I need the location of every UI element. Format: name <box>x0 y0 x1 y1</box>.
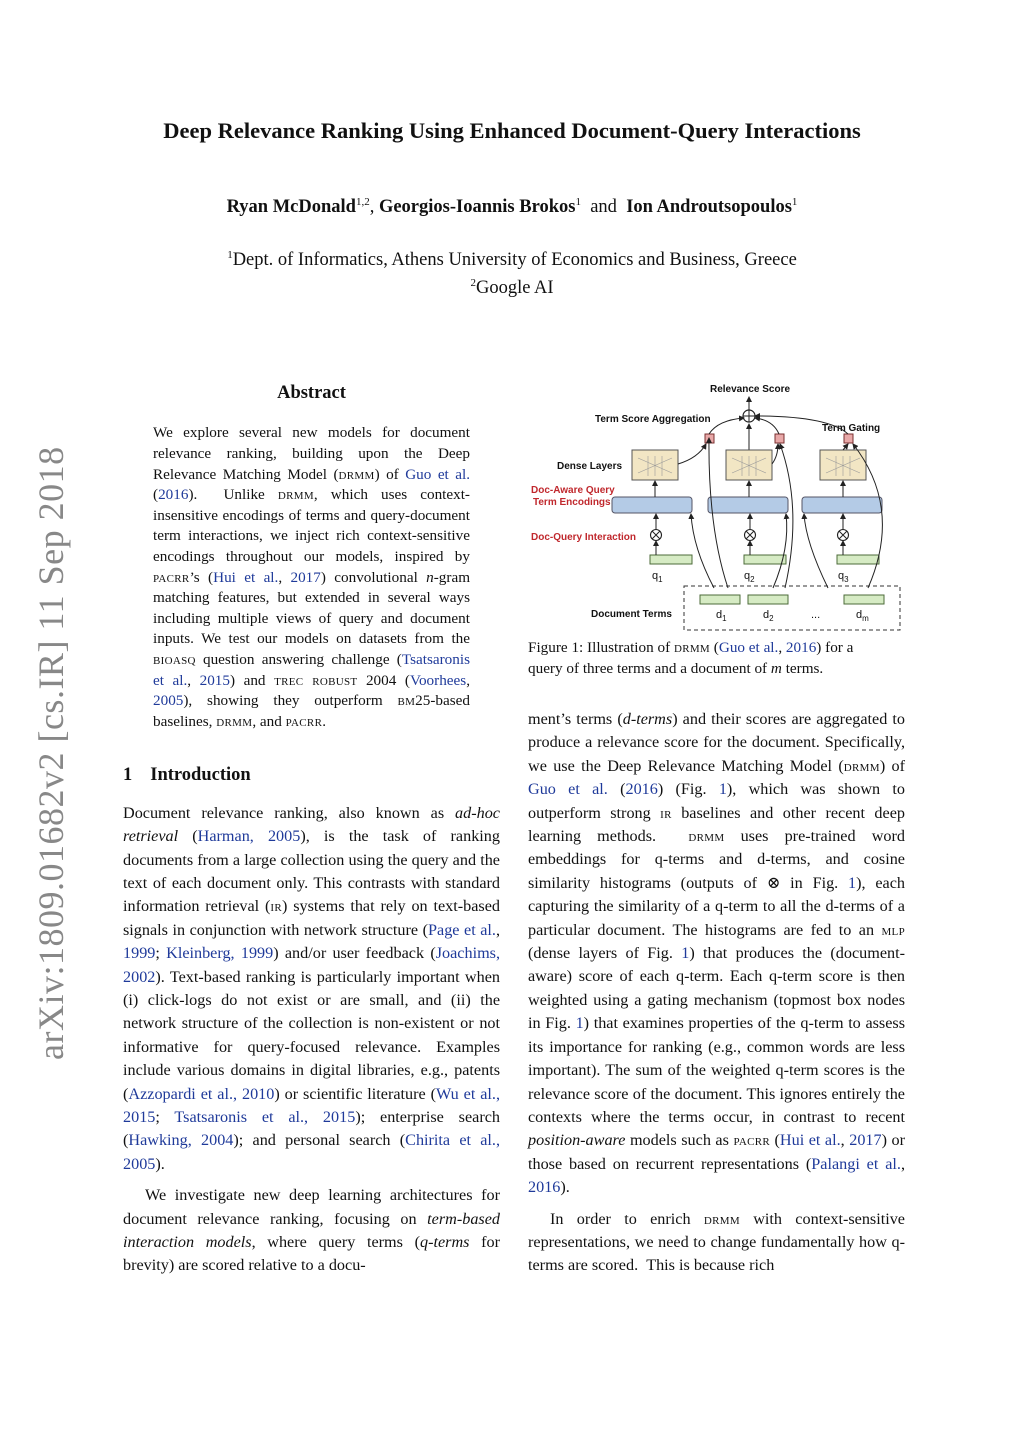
fig-label-term-score-aggregation: Term Score Aggregation <box>595 414 711 425</box>
affiliations <box>0 244 1024 300</box>
fig-d-term-m <box>844 595 884 604</box>
fig-d-term-1 <box>700 595 740 604</box>
author-list: Ryan McDonald$^{1,2}$, Georgios-Ioannis Brokos$^1$ and Ion Androutsopoulos$^1$ <box>226 196 798 218</box>
fig-label-d2: $d_2$ <box>763 609 774 623</box>
author-3: Ion Androutsopoulos <box>626 197 792 218</box>
fig-label-q2: $q_2$ <box>744 570 755 584</box>
intro-paragraph-3: ment’s terms (d-terms) and their scores are aggregated to produce a relevance score for the document. Specifically, we use the Deep Relevance Matching Model (drmm) of Guo et al. (2016) (Fig. 1), which was shown to outperform strong ir baselines and other recent deep learning methods. drmm uses pre-trained word embeddings for q-terms and d-terms, and cosine similarity histograms (outputs of ⊗ in Fig. 1), each capturing the similarity of a q-term to all the d-terms of a particular document. The histograms are fed to an mlp (dense layers of Fig. 1) that produces the (document-aware) score of each q-term. Each q-term score is then weighted using a gating mechanism (topmost box nodes in Fig. 1) that examines properties of the q-term to assess its importance for ranking (e.g., common words are less important). The sum of the weighted q-term scores is the relevance score of the document. This ignores entirely the contexts where the terms occur, in contrast to recent position-aware models such as pacrr (Hui et al., 2017) or those based on recurrent representations (Palangi et al., 2016). <box>528 710 906 1197</box>
affiliation-2: $^2$Google AI <box>470 277 554 299</box>
fig-gate-3 <box>844 434 853 443</box>
right-column <box>528 708 905 1278</box>
authors-and: and <box>590 197 617 218</box>
fig-label-term-gating: Term Gating <box>822 423 881 434</box>
fig-gate-2 <box>775 434 784 443</box>
abstract-heading: Abstract <box>277 383 346 403</box>
fig-label-doc-aware-query: Doc-Aware Query <box>531 485 615 496</box>
fig-q-term-2 <box>744 555 786 564</box>
fig-q-term-3 <box>837 555 879 564</box>
fig-encoding-3 <box>802 497 882 513</box>
fig-gate-1 <box>705 434 714 443</box>
fig-encoding-1 <box>612 497 692 513</box>
figure-1-diagram <box>528 378 908 632</box>
intro-paragraph-1: Document relevance ranking, also known as ad-hoc retrieval (Harman, 2005), is the task of ranking documents from a large collection using the query and the text of each document only. This contrasts with standard information retrieval (ir) systems that rely on text-based signals in conjunction with network structure (Page et al., 1999; Kleinberg, 1999) and/or user feedback (Joachims, 2002). Text-based ranking is particularly important when (i) click-logs do not exist or are small, and (ii) the network structure of the collection is non-existent or not informative for query-focused relevance. Examples include various domains in digital libraries, e.g., patents (Azzopardi et al., 2010) or scientific literature (Wu et al., 2015; Tsatsaronis et al., 2015); enterprise search (Hawking, 2004); and personal search (Chirita et al., 2005). <box>123 803 501 1173</box>
fig-label-ellipsis: ... <box>811 609 821 621</box>
fig-label-term-encodings: Term Encodings <box>533 497 611 508</box>
fig-label-relevance-score: Relevance Score <box>709 384 791 395</box>
fig-label-q3: $q_3$ <box>838 570 849 584</box>
section-heading-introduction: 1 Introduction <box>123 765 251 786</box>
intro-paragraph-4: In order to enrich drmm with context-sensitive representations, we need to change fundamentally how q-terms are scored. This is because rich <box>528 1209 905 1275</box>
fig-d-term-2 <box>748 595 788 604</box>
fig-label-document-terms: Document Terms <box>591 609 672 620</box>
fig-label-dm: $d_m$ <box>856 609 869 623</box>
left-column <box>123 382 500 1278</box>
fig-q-term-1 <box>650 555 692 564</box>
author-1-sup: 1,2 <box>355 196 370 208</box>
fig-label-dense-layers: Dense Layers <box>557 461 623 472</box>
author-1: Ryan McDonald <box>226 197 356 218</box>
author-2: Georgios-Ioannis Brokos <box>378 197 576 218</box>
arxiv-stamp: arXiv:1809.01682v2 [cs.IR] 11 Sep 2018 <box>31 446 71 1060</box>
fig-encoding-2 <box>708 497 788 513</box>
figure-1-caption: Figure 1: Illustration of drmm (Guo et al., 2016) for a query of three terms and a document of m terms. <box>528 639 854 677</box>
fig-label-d1: $d_1$ <box>716 609 727 623</box>
fig-document-terms-box <box>684 586 900 630</box>
author-3-sup: 1 <box>791 196 798 208</box>
affiliation-1: $^1$Dept. of Informatics, Athens University of Economics and Business, Greece <box>227 249 797 271</box>
fig-label-q1: $q_1$ <box>652 570 663 584</box>
fig-label-doc-query-interaction: Doc-Query Interaction <box>531 532 637 543</box>
author-2-sup: 1 <box>575 196 581 208</box>
intro-paragraph-2: We investigate new deep learning architectures for document relevance ranking, focusing on term-based interaction models, where query terms (q-terms for brevity) are scored relative to a docu- <box>123 1186 500 1275</box>
abstract-text: We explore several new models for document relevance ranking, building upon the Deep Relevance Matching Model (drmm) of Guo et al. (2016). Unlike drmm, which uses context-insensitive encodings of terms and query-document term interactions, we inject rich context-sensitive encodings throughout our models, inspired by pacrr’s (Hui et al., 2017) convolutional n-gram matching features, but extended in several ways including multiple views of query and document inputs. We test our models on datasets from the bioasq question answering challenge (Tsatsaronis et al., 2015) and trec robust 2004 (Voorhees, 2005), showing they outperform bm25-based baselines, drmm, and pacrr. <box>153 424 471 730</box>
paper-title: Deep Relevance Ranking Using Enhanced Document-Query Interactions <box>163 118 861 143</box>
